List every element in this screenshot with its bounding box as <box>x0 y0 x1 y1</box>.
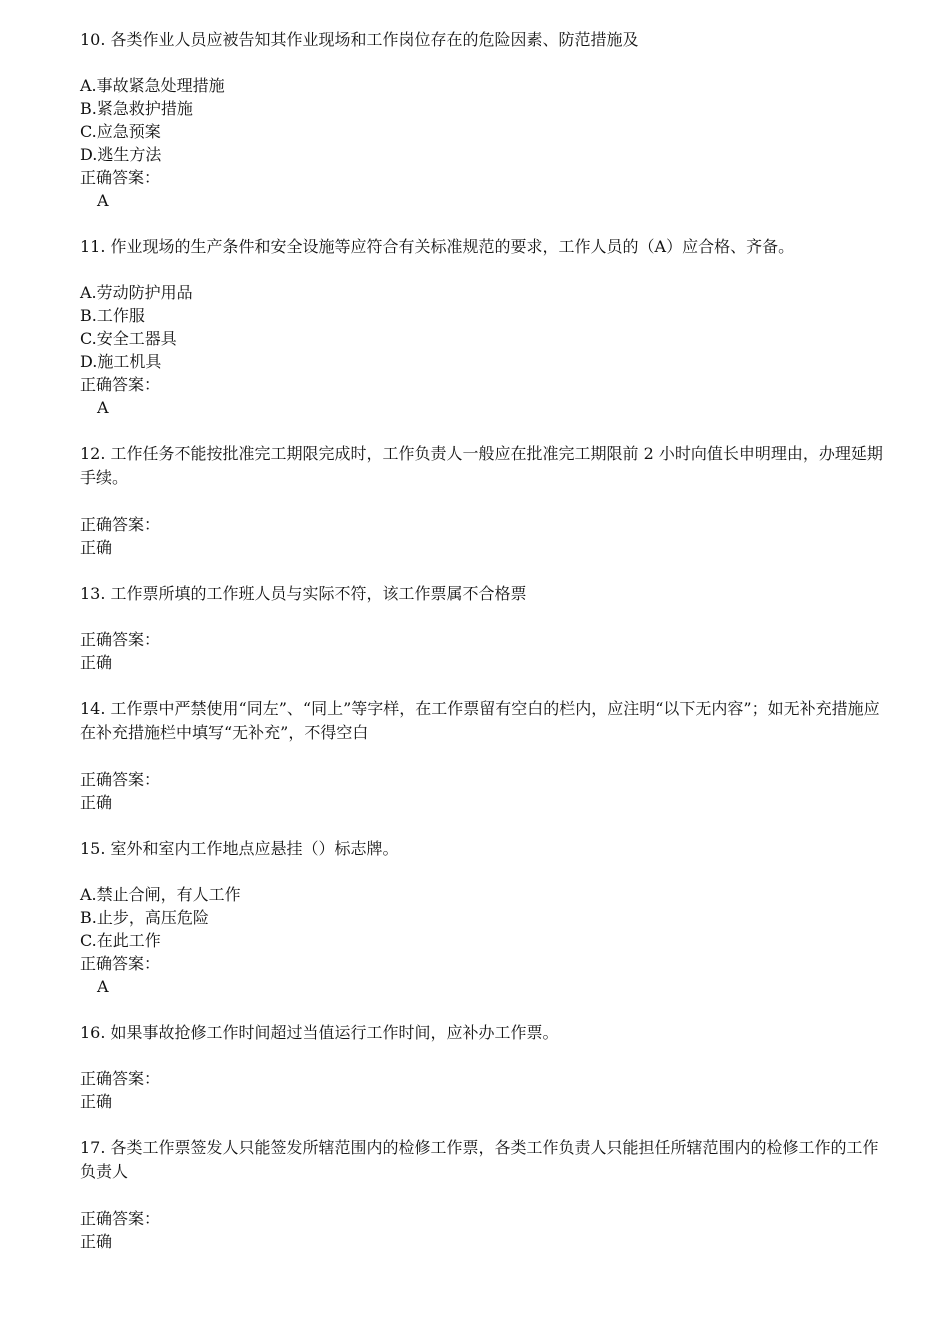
question-14 <box>80 697 890 837</box>
option-b: B.止步，高压危险 <box>80 908 209 927</box>
answer-label: 正确答案： <box>80 375 161 394</box>
answer-label: 正确答案： <box>80 1069 161 1088</box>
option-a: A.劳动防护用品 <box>80 283 193 302</box>
option-a: A.禁止合闸，有人工作 <box>80 885 241 904</box>
option-c: C.在此工作 <box>80 931 161 950</box>
answer-label: 正确答案： <box>80 168 161 187</box>
option-d: D.逃生方法 <box>80 145 162 164</box>
question-text: 13. 工作票所填的工作班人员与实际不符，该工作票属不合格票 <box>80 584 527 603</box>
question-text: 17. 各类工作票签发人只能签发所辖范围内的检修工作票，各类工作负责人只能担任所辖范围内的检修工作的工作负责人 <box>80 1138 879 1181</box>
answer-value: 正确 <box>80 1092 113 1111</box>
question-11 <box>80 235 890 442</box>
answer-label: 正确答案： <box>80 630 161 649</box>
option-a: A.事故紧急处理措施 <box>80 76 225 95</box>
question-text: 11. 作业现场的生产条件和安全设施等应符合有关标准规范的要求，工作人员的（A）应合格、齐备。 <box>80 237 795 256</box>
answer-label: 正确答案： <box>80 1209 161 1228</box>
answer-label: 正确答案： <box>80 954 161 973</box>
question-15 <box>80 837 890 1021</box>
answer-value: 正确 <box>80 538 113 557</box>
document-page <box>80 28 890 1253</box>
question-text: 16. 如果事故抢修工作时间超过当值运行工作时间，应补办工作票。 <box>80 1023 559 1042</box>
question-12 <box>80 442 890 582</box>
answer-value: 正确 <box>80 793 113 812</box>
answer-value: A <box>97 191 109 210</box>
question-13 <box>80 582 890 697</box>
option-b: B.工作服 <box>80 306 145 325</box>
question-text: 12. 工作任务不能按批准完工期限完成时，工作负责人一般应在批准完工期限前 2 小时向值长申明理由，办理延期手续。 <box>80 444 883 487</box>
option-b: B.紧急救护措施 <box>80 99 193 118</box>
question-text: 10. 各类作业人员应被告知其作业现场和工作岗位存在的危险因素、防范措施及 <box>80 30 639 49</box>
answer-value: A <box>97 977 109 996</box>
answer-label: 正确答案： <box>80 770 161 789</box>
question-text: 14. 工作票中严禁使用“同左”、“同上”等字样，在工作票留有空白的栏内，应注明“以下无内容”；如无补充措施应在补充措施栏中填写“无补充”，不得空白 <box>80 699 880 742</box>
option-d: D.施工机具 <box>80 352 162 371</box>
answer-label: 正确答案： <box>80 515 161 534</box>
answer-value: A <box>97 398 109 417</box>
question-17 <box>80 1136 890 1253</box>
question-text: 15. 室外和室内工作地点应悬挂（）标志牌。 <box>80 839 399 858</box>
question-10 <box>80 28 890 235</box>
answer-value: 正确 <box>80 1232 113 1251</box>
answer-value: 正确 <box>80 653 113 672</box>
option-c: C.安全工器具 <box>80 329 177 348</box>
question-16 <box>80 1021 890 1136</box>
option-c: C.应急预案 <box>80 122 161 141</box>
